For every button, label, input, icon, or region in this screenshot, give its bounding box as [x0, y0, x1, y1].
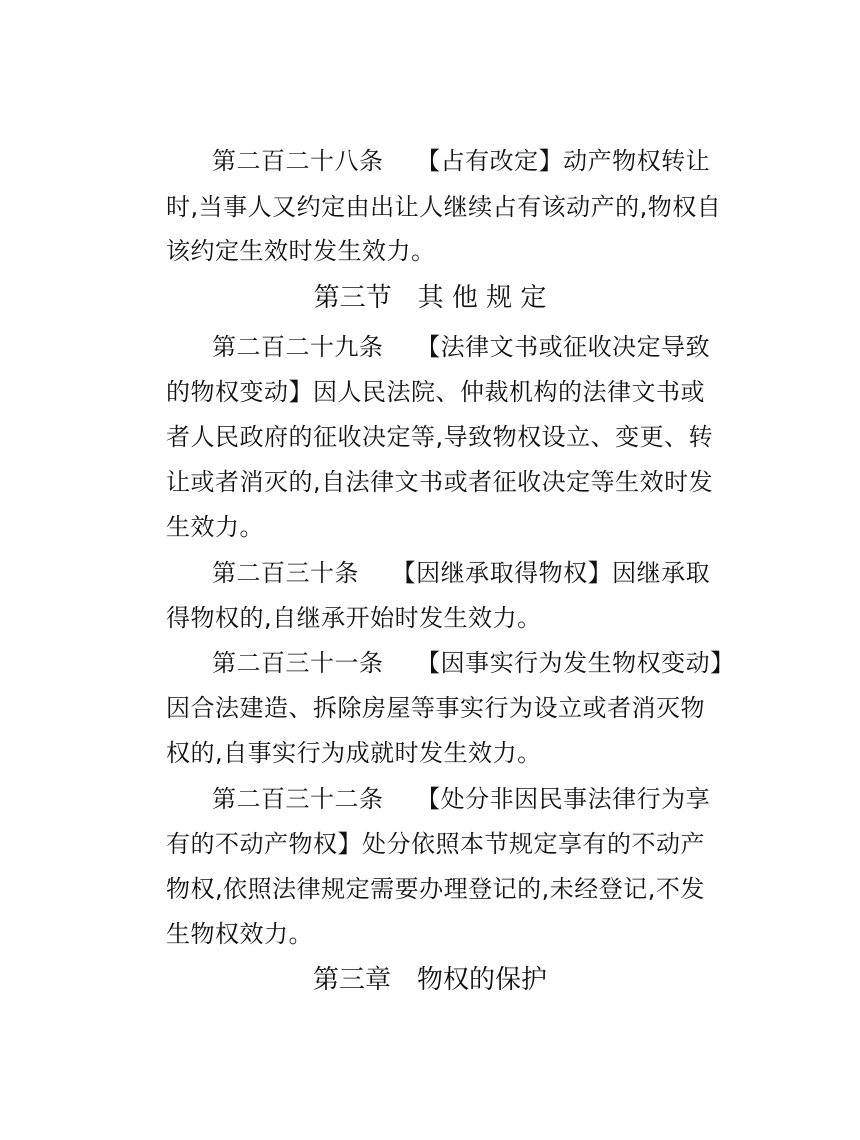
article-number: 第二百三十二条 [212, 785, 384, 813]
article-text-line: 有的不动产物权】处分依照本节规定享有的不动产 [166, 830, 705, 858]
article-number: 第二百三十条 [212, 559, 359, 587]
article-text-line: 权的,自事实行为成就时发生效力。 [166, 739, 542, 767]
article-228-first-line [212, 146, 742, 176]
article-text: 【因继承取得物权】因继承取 [391, 559, 711, 587]
article-text-line: 得物权的,自继承开始时发生效力。 [166, 604, 542, 632]
article-text: 【处分非因民事法律行为享 [416, 785, 711, 813]
article-text-line: 物权,依照法律规定需要办理登记的,未经登记,不发 [166, 875, 705, 903]
article-number: 第二百三十一条 [212, 649, 384, 677]
article-text: 【因事实行为发生物权变动】 [416, 649, 735, 677]
article-text-line: 该约定生效时发生效力。 [166, 237, 436, 265]
article-text: 【占有改定】动产物权转让 [416, 147, 711, 175]
article-231-first-line [212, 648, 742, 678]
article-text: 【法律文书或征收决定导致 [416, 333, 711, 361]
article-229-first-line [212, 332, 742, 362]
article-text-line: 生效力。 [166, 513, 264, 541]
article-230-first-line [212, 558, 742, 588]
article-number: 第二百二十九条 [212, 333, 384, 361]
article-text-line: 的物权变动】因人民法院、仲裁机构的法律文书或 [166, 378, 705, 406]
article-text-line: 因合法建造、拆除房屋等事实行为设立或者消灭物 [166, 694, 705, 722]
article-text-line: 时,当事人又约定由出让人继续占有该动产的,物权自 [166, 193, 722, 221]
section-heading: 第三节 其 他 规 定 [313, 283, 547, 313]
article-text-line: 者人民政府的征收决定等,导致物权设立、变更、转 [166, 423, 714, 451]
chapter-heading: 第三章 物权的保护 [312, 965, 547, 995]
article-text-line: 生物权效力。 [166, 920, 313, 948]
article-text-line: 让或者消灭的,自法律文书或者征收决定等生效时发 [166, 468, 714, 496]
article-number: 第二百二十八条 [212, 147, 384, 175]
article-232-first-line [212, 784, 742, 814]
